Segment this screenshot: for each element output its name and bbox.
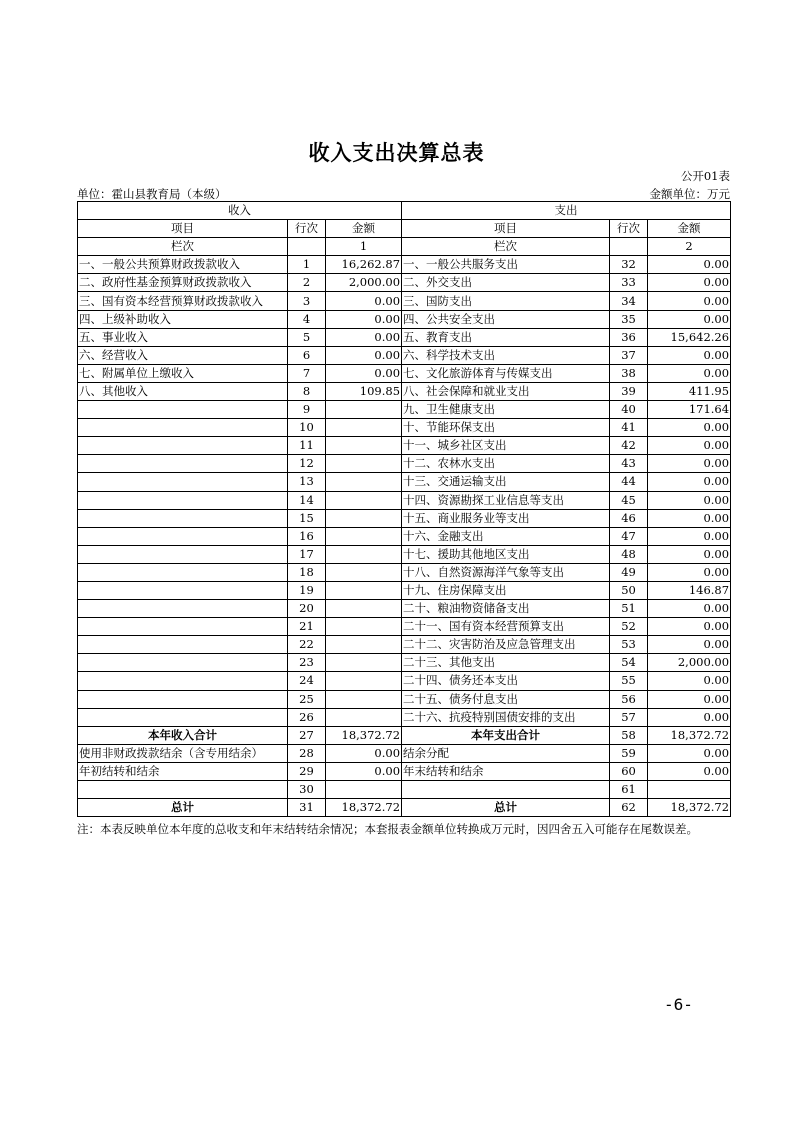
expense-section-header: 支出 [402,202,731,220]
expense-amount-cell: 0.00 [648,292,731,310]
income-item-cell [78,437,288,455]
income-item-cell [78,672,288,690]
income-amount-cell: 0.00 [326,310,402,328]
income-item-cell [78,690,288,708]
income-line-cell: 10 [288,419,326,437]
income-amount-cell [326,473,402,491]
income-line-cell: 28 [288,744,326,762]
income-line-header: 行次 [288,220,326,238]
expense-line-cell: 48 [610,545,648,563]
income-amount-cell: 0.00 [326,346,402,364]
income-item-cell [78,527,288,545]
income-amount-cell [326,654,402,672]
income-section-header: 收入 [78,202,402,220]
expense-line-cell: 52 [610,618,648,636]
table-row [78,799,731,817]
table-row [78,509,731,527]
table-row [78,455,731,473]
expense-line-cell: 55 [610,672,648,690]
expense-amount-cell: 0.00 [648,310,731,328]
income-item-cell [78,708,288,726]
expense-amount-cell: 0.00 [648,364,731,382]
expense-amount-cell: 18,372.72 [648,799,731,817]
expense-item-cell: 结余分配 [402,744,610,762]
income-line-cell: 20 [288,600,326,618]
table-row [78,491,731,509]
income-amount-cell [326,618,402,636]
expense-line-cell: 43 [610,455,648,473]
expense-item-cell: 二十二、灾害防治及应急管理支出 [402,636,610,654]
expense-line-cell: 38 [610,364,648,382]
section-header-row [78,202,731,220]
expense-item-cell: 三、国防支出 [402,292,610,310]
income-item-cell [78,473,288,491]
income-amount-cell [326,708,402,726]
expense-amount-cell: 0.00 [648,545,731,563]
table-row [78,654,731,672]
table-row [78,600,731,618]
expense-amount-cell: 0.00 [648,708,731,726]
income-amount-cell [326,563,402,581]
income-item-cell [78,781,288,799]
expense-amount-cell: 146.87 [648,581,731,599]
expense-line-blank [610,238,648,256]
column-header-row [78,220,731,238]
table-row [78,256,731,274]
expense-item-cell: 十三、交通运输支出 [402,473,610,491]
table-row [78,401,731,419]
income-item-cell [78,509,288,527]
expense-item-cell: 年末结转和结余 [402,762,610,780]
expense-item-cell: 九、卫生健康支出 [402,401,610,419]
income-amount-cell [326,401,402,419]
income-line-cell: 15 [288,509,326,527]
income-amount-cell [326,781,402,799]
income-amount-cell: 0.00 [326,292,402,310]
table-body [78,256,731,817]
income-amount-cell [326,672,402,690]
expense-amount-cell: 18,372.72 [648,726,731,744]
expense-item-cell: 五、教育支出 [402,328,610,346]
income-line-cell: 31 [288,799,326,817]
income-line-cell: 12 [288,455,326,473]
table-row [78,473,731,491]
income-amount-cell: 0.00 [326,762,402,780]
expense-item-cell: 十二、农林水支出 [402,455,610,473]
table-row [78,346,731,364]
income-item-cell [78,419,288,437]
expense-line-cell: 37 [610,346,648,364]
income-column-number: 1 [326,238,402,256]
income-item-cell: 六、经营收入 [78,346,288,364]
expense-line-cell: 49 [610,563,648,581]
income-column-label: 栏次 [78,238,288,256]
expense-item-cell: 十八、自然资源海洋气象等支出 [402,563,610,581]
expense-line-cell: 34 [610,292,648,310]
expense-amount-cell: 0.00 [648,636,731,654]
expense-line-cell: 45 [610,491,648,509]
income-item-cell [78,545,288,563]
expense-line-cell: 32 [610,256,648,274]
expense-line-cell: 54 [610,654,648,672]
expense-item-cell: 十九、住房保障支出 [402,581,610,599]
expense-line-cell: 51 [610,600,648,618]
expense-line-cell: 44 [610,473,648,491]
income-item-cell [78,636,288,654]
expense-line-cell: 47 [610,527,648,545]
expense-line-cell: 59 [610,744,648,762]
income-line-cell: 17 [288,545,326,563]
expense-line-cell: 53 [610,636,648,654]
income-amount-cell: 0.00 [326,328,402,346]
income-line-cell: 25 [288,690,326,708]
expense-item-cell: 二十三、其他支出 [402,654,610,672]
expense-amount-cell [648,781,731,799]
expense-item-header: 项目 [402,220,610,238]
expense-item-cell: 二十四、债务还本支出 [402,672,610,690]
expense-amount-cell: 411.95 [648,382,731,400]
expense-amount-header: 金额 [648,220,731,238]
income-item-cell [78,401,288,419]
table-row [78,781,731,799]
expense-item-cell [402,781,610,799]
table-row [78,527,731,545]
page-number: -6- [664,995,693,1014]
expense-amount-cell: 0.00 [648,509,731,527]
income-item-cell: 使用非财政拨款结余（含专用结余） [78,744,288,762]
expense-item-cell: 七、文化旅游体育与传媒支出 [402,364,610,382]
table-row [78,581,731,599]
expense-line-cell: 40 [610,401,648,419]
income-line-cell: 6 [288,346,326,364]
reporting-unit: 单位：霍山县教育局（本级） [77,187,227,201]
income-line-cell: 4 [288,310,326,328]
expense-item-cell: 二十五、债务付息支出 [402,690,610,708]
expense-amount-cell: 0.00 [648,473,731,491]
income-item-cell [78,600,288,618]
income-line-cell: 8 [288,382,326,400]
income-item-cell: 七、附属单位上缴收入 [78,364,288,382]
page-title: 收入支出决算总表 [308,140,485,165]
expense-amount-cell: 0.00 [648,563,731,581]
table-row [78,364,731,382]
form-number: 公开01表 [680,169,730,183]
income-line-blank [288,238,326,256]
expense-item-cell: 八、社会保障和就业支出 [402,382,610,400]
expense-line-cell: 60 [610,762,648,780]
income-line-cell: 5 [288,328,326,346]
expense-line-cell: 62 [610,799,648,817]
expense-item-cell: 本年支出合计 [402,726,610,744]
income-amount-cell [326,437,402,455]
expense-item-cell: 十五、商业服务业等支出 [402,509,610,527]
expense-amount-cell: 0.00 [648,762,731,780]
income-amount-cell [326,690,402,708]
expense-line-cell: 33 [610,274,648,292]
expense-line-cell: 61 [610,781,648,799]
expense-line-cell: 46 [610,509,648,527]
expense-amount-cell: 171.64 [648,401,731,419]
income-line-cell: 2 [288,274,326,292]
income-amount-cell [326,636,402,654]
table-row [78,672,731,690]
expense-amount-cell: 0.00 [648,672,731,690]
expense-amount-cell: 0.00 [648,346,731,364]
expense-item-cell: 十、节能环保支出 [402,419,610,437]
income-item-cell: 年初结转和结余 [78,762,288,780]
income-expense-table [77,201,731,817]
income-amount-cell: 18,372.72 [326,726,402,744]
table-row [78,762,731,780]
income-item-cell [78,654,288,672]
table-row [78,545,731,563]
table-row [78,437,731,455]
income-line-cell: 30 [288,781,326,799]
table-row [78,618,731,636]
income-line-cell: 14 [288,491,326,509]
income-item-cell: 一、一般公共预算财政拨款收入 [78,256,288,274]
expense-amount-cell: 15,642.26 [648,328,731,346]
income-item-cell: 二、政府性基金预算财政拨款收入 [78,274,288,292]
income-item-cell [78,581,288,599]
income-line-cell: 9 [288,401,326,419]
expense-item-cell: 二十、粮油物资储备支出 [402,600,610,618]
income-amount-cell [326,455,402,473]
expense-line-cell: 56 [610,690,648,708]
expense-item-cell: 十六、金融支出 [402,527,610,545]
expense-item-cell: 十一、城乡社区支出 [402,437,610,455]
table-row [78,690,731,708]
expense-column-number: 2 [648,238,731,256]
expense-amount-cell: 0.00 [648,419,731,437]
expense-item-cell: 六、科学技术支出 [402,346,610,364]
currency-unit: 金额单位：万元 [649,187,730,201]
expense-line-cell: 58 [610,726,648,744]
income-line-cell: 21 [288,618,326,636]
expense-item-cell: 二、外交支出 [402,274,610,292]
table-row [78,328,731,346]
income-item-header: 项目 [78,220,288,238]
income-line-cell: 23 [288,654,326,672]
income-amount-cell [326,527,402,545]
income-line-cell: 24 [288,672,326,690]
expense-line-cell: 35 [610,310,648,328]
expense-line-cell: 36 [610,328,648,346]
expense-item-cell: 二十一、国有资本经营预算支出 [402,618,610,636]
income-amount-cell [326,491,402,509]
expense-amount-cell: 0.00 [648,455,731,473]
income-item-cell: 总计 [78,799,288,817]
income-item-cell: 本年收入合计 [78,726,288,744]
expense-column-label: 栏次 [402,238,610,256]
expense-line-cell: 57 [610,708,648,726]
expense-amount-cell: 0.00 [648,618,731,636]
expense-item-cell: 二十六、抗疫特别国债安排的支出 [402,708,610,726]
expense-amount-cell: 0.00 [648,437,731,455]
expense-amount-cell: 0.00 [648,256,731,274]
expense-amount-cell: 0.00 [648,600,731,618]
income-amount-cell [326,600,402,618]
income-item-cell: 四、上级补助收入 [78,310,288,328]
table-row [78,382,731,400]
expense-item-cell: 十七、援助其他地区支出 [402,545,610,563]
income-line-cell: 19 [288,581,326,599]
income-amount-cell: 109.85 [326,382,402,400]
income-amount-cell: 0.00 [326,364,402,382]
table-row [78,310,731,328]
table-row [78,292,731,310]
table-row [78,636,731,654]
income-amount-cell: 2,000.00 [326,274,402,292]
income-line-cell: 26 [288,708,326,726]
income-line-cell: 29 [288,762,326,780]
table-row [78,419,731,437]
table-row [78,744,731,762]
income-amount-cell [326,509,402,527]
expense-item-cell: 十四、资源勘探工业信息等支出 [402,491,610,509]
expense-amount-cell: 0.00 [648,744,731,762]
income-item-cell [78,563,288,581]
footnote: 注：本表反映单位本年度的总收支和年末结转结余情况；本套报表金额单位转换成万元时，因四舍五入可能存在尾数误差。 [77,822,698,836]
expense-amount-cell: 0.00 [648,491,731,509]
expense-amount-cell: 0.00 [648,274,731,292]
income-amount-cell: 18,372.72 [326,799,402,817]
expense-line-cell: 39 [610,382,648,400]
expense-line-cell: 41 [610,419,648,437]
income-line-cell: 1 [288,256,326,274]
income-line-cell: 13 [288,473,326,491]
table-row [78,726,731,744]
column-number-row [78,238,731,256]
expense-line-cell: 50 [610,581,648,599]
income-line-cell: 27 [288,726,326,744]
expense-item-cell: 四、公共安全支出 [402,310,610,328]
table-row [78,274,731,292]
expense-item-cell: 一、一般公共服务支出 [402,256,610,274]
income-amount-cell [326,581,402,599]
income-item-cell [78,491,288,509]
income-line-cell: 18 [288,563,326,581]
income-item-cell: 五、事业收入 [78,328,288,346]
expense-amount-cell: 0.00 [648,690,731,708]
income-amount-cell: 16,262.87 [326,256,402,274]
expense-amount-cell: 0.00 [648,527,731,545]
income-item-cell: 八、其他收入 [78,382,288,400]
income-line-cell: 22 [288,636,326,654]
income-amount-cell [326,545,402,563]
income-line-cell: 7 [288,364,326,382]
table-row [78,708,731,726]
income-amount-header: 金额 [326,220,402,238]
income-line-cell: 16 [288,527,326,545]
income-amount-cell: 0.00 [326,744,402,762]
expense-line-cell: 42 [610,437,648,455]
income-line-cell: 11 [288,437,326,455]
expense-line-header: 行次 [610,220,648,238]
income-item-cell [78,618,288,636]
income-line-cell: 3 [288,292,326,310]
income-amount-cell [326,419,402,437]
income-item-cell: 三、国有资本经营预算财政拨款收入 [78,292,288,310]
income-item-cell [78,455,288,473]
expense-amount-cell: 2,000.00 [648,654,731,672]
expense-item-cell: 总计 [402,799,610,817]
table-row [78,563,731,581]
